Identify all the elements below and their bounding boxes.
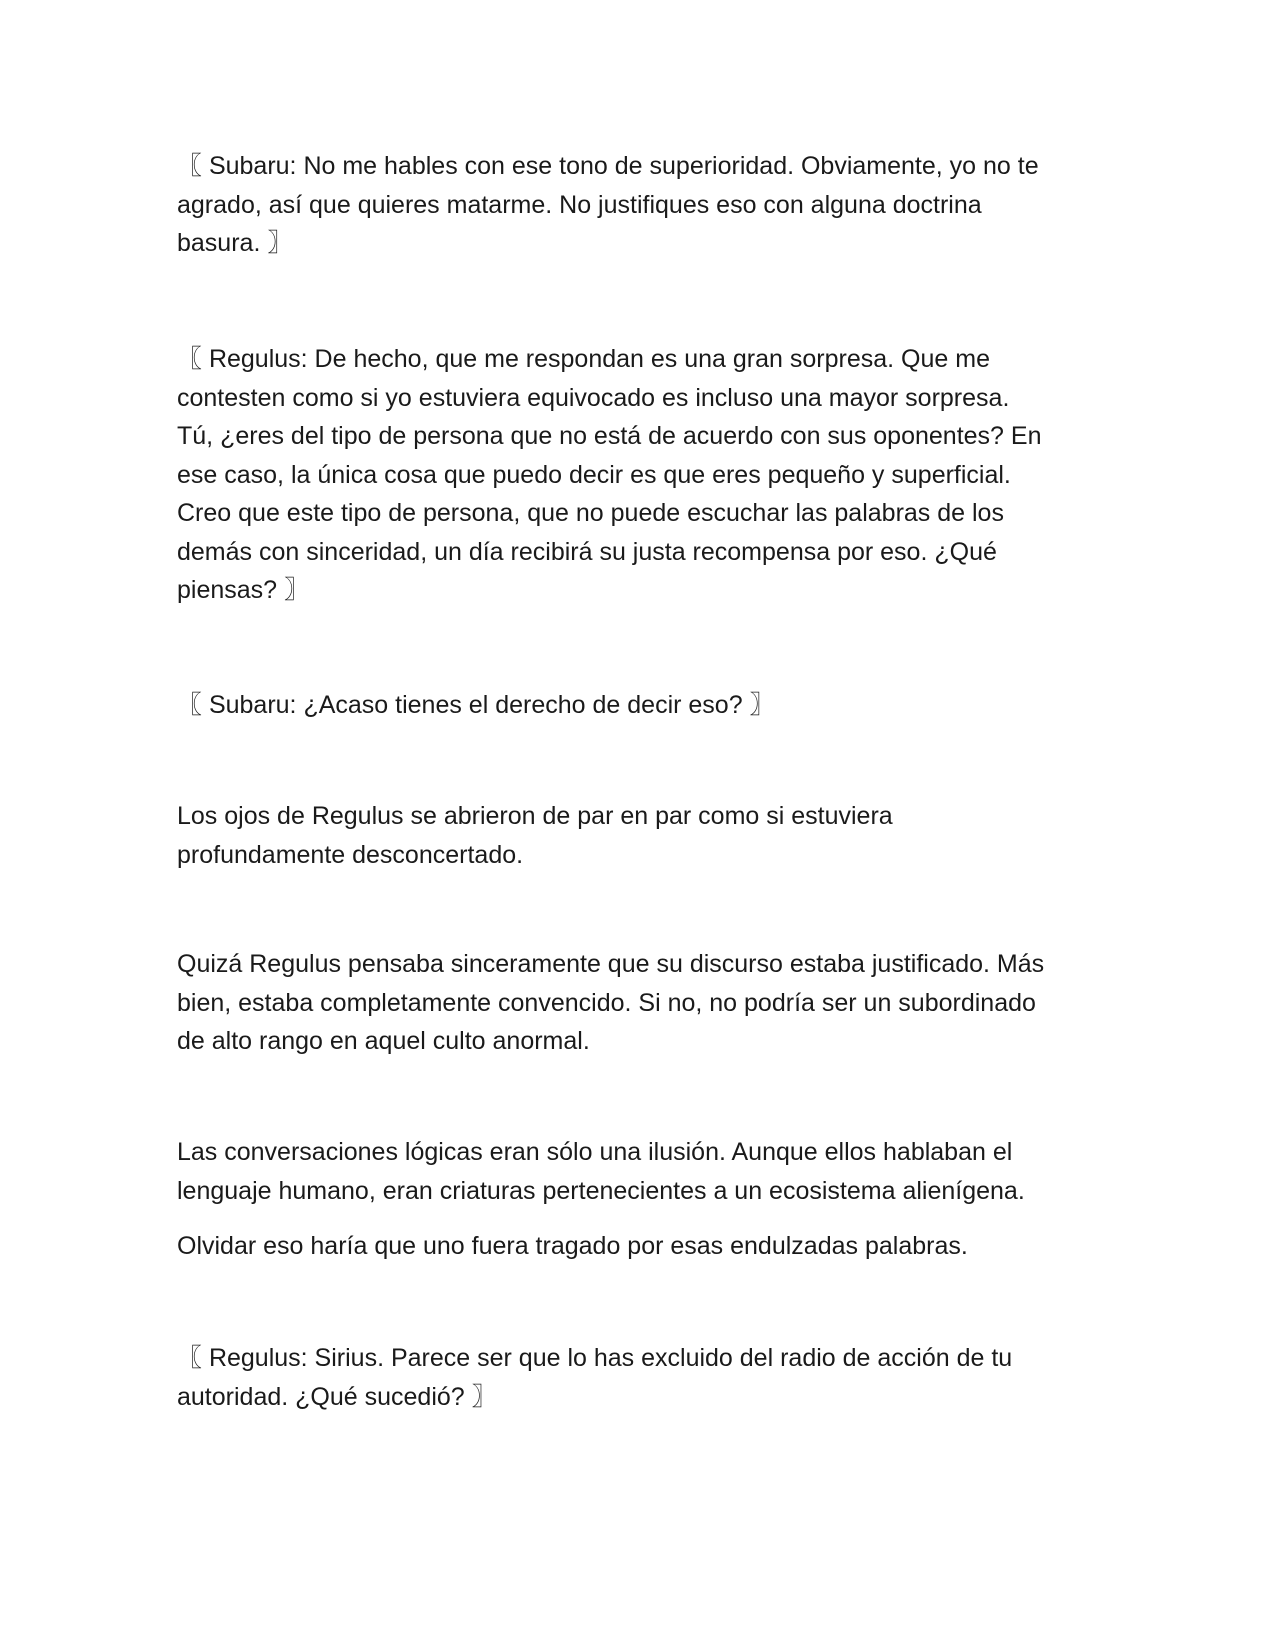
paragraph-narration-2: Quizá Regulus pensaba sinceramente que su discurso estaba justificado. Más bien, estaba completamente convencido. Si no, no podría ser un subordinado de alto rango en aquel culto anormal. [177, 950, 1045, 1055]
paragraph-regulus-dialogue-1: 〖 Regulus: De hecho, que me respondan es una gran sorpresa. Que me contesten como si yo estuviera equivocado es incluso una mayor sorpresa. Tú, ¿eres del tipo de persona que no está de acuerdo con sus oponentes? En ese caso, la única cosa que puedo decir es que eres pequeño y superficial. Creo que este tipo de persona, que no puede escuchar las palabras de los demás con sinceridad, un día recibirá su justa recompensa por eso. ¿Qué piensas? 〗 [177, 345, 1042, 604]
paragraph-narration-4: Olvidar eso haría que uno fuera tragado por esas endulzadas palabras. [177, 1232, 968, 1260]
paragraph-regulus-dialogue-2: 〖 Regulus: Sirius. Parece ser que lo has excluido del radio de acción de tu autoridad. ¿Qué sucedió? 〗 [177, 1344, 1013, 1411]
paragraph-narration-3: Las conversaciones lógicas eran sólo una ilusión. Aunque ellos hablaban el lenguaje humano, eran criaturas pertenecientes a un ecosistema alienígena. [177, 1138, 1025, 1205]
paragraph-subaru-dialogue-1: 〖 Subaru: No me hables con ese tono de superioridad. Obviamente, yo no te agrado, así que quieres matarme. No justifiques eso con alguna doctrina basura. 〗 [177, 152, 1039, 257]
paragraph-subaru-dialogue-2: 〖 Subaru: ¿Acaso tienes el derecho de decir eso? 〗 [177, 691, 775, 719]
paragraph-narration-1: Los ojos de Regulus se abrieron de par en par como si estuviera profundamente desconcertado. [177, 802, 893, 869]
